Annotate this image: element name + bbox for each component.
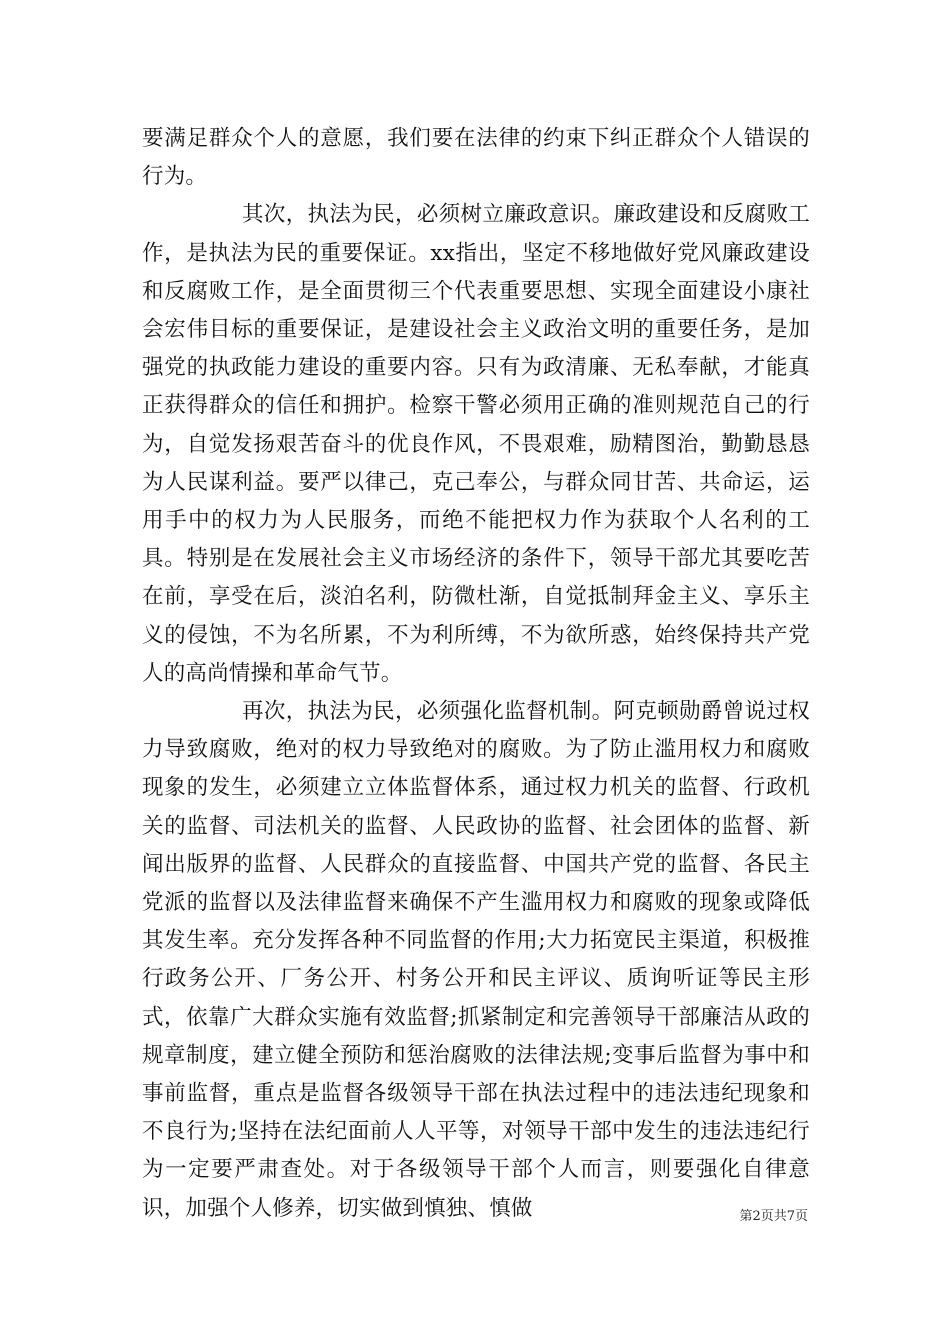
paragraph-supervision: 再次，执法为民，必须强化监督机制。阿克顿勋爵曾说过权力导致腐败，绝对的权力导致绝对的腐败。为了防止滥用权力和腐败现象的发生，必须建立立体监督体系，通过权力机关的监督、行政机关的监督、司法机关的监督、人民政协的监督、社会团体的监督、新闻出版界的监督、人民群众的直接监督、中国共产党的监督、各民主党派的监督以及法律监督来确保不产生滥用权力和腐败的现象或降低其发生率。充分发挥各种不同监督的作用;大力拓宽民主渠道，积极推行政务公开、厂务公开、村务公开和民主评议、质询听证等民主形式，依靠广大群众实施有效监督;抓紧制定和完善领导干部廉洁从政的规章制度，建立健全预防和惩治腐败的法律法规;变事后监督为事中和事前监督，重点是监督各级领导干部在执法过程中的违法违纪现象和不良行为;坚持在法纪面前人人平等，对领导干部中发生的违法违纪行为一定要严肃查处。对于各级领导干部个人而言，则要强化自律意识，加强个人修养，切实做到慎独、慎做 — [142, 699, 810, 1221]
page-number: 第2页共7页 — [739, 1209, 808, 1224]
body-text — [142, 120, 810, 1228]
paragraph-integrity: 其次，执法为民，必须树立廉政意识。廉政建设和反腐败工作，是执法为民的重要保证。xx指出，坚定不移地做好党风廉政建设和反腐败工作，是全面贯彻三个代表重要思想、实现全面建设小康社会宏伟目标的重要保证，是建设社会主义政治文明的重要任务，是加强党的执政能力建设的重要内容。只有为政清廉、无私奉献，才能真正获得群众的信任和拥护。检察干警必须用正确的准则规范自己的行为，自觉发扬艰苦奋斗的优良作风，不畏艰难，励精图治，勤勤恳恳为人民谋利益。要严以律己，克己奉公，与群众同甘苦、共命运，运用手中的权力为人民服务，而绝不能把权力作为获取个人名利的工具。特别是在发展社会主义市场经济的条件下，领导干部尤其要吃苦在前，享受在后，淡泊名利，防微杜渐，自觉抵制拜金主义、享乐主义的侵蚀，不为名所累，不为利所缚，不为欲所惑，始终保持共产党人的高尚情操和革命气节。 — [142, 202, 810, 686]
paragraph-continuation: 要满足群众个人的意愿，我们要在法律的约束下纠正群众个人错误的行为。 — [142, 126, 810, 190]
